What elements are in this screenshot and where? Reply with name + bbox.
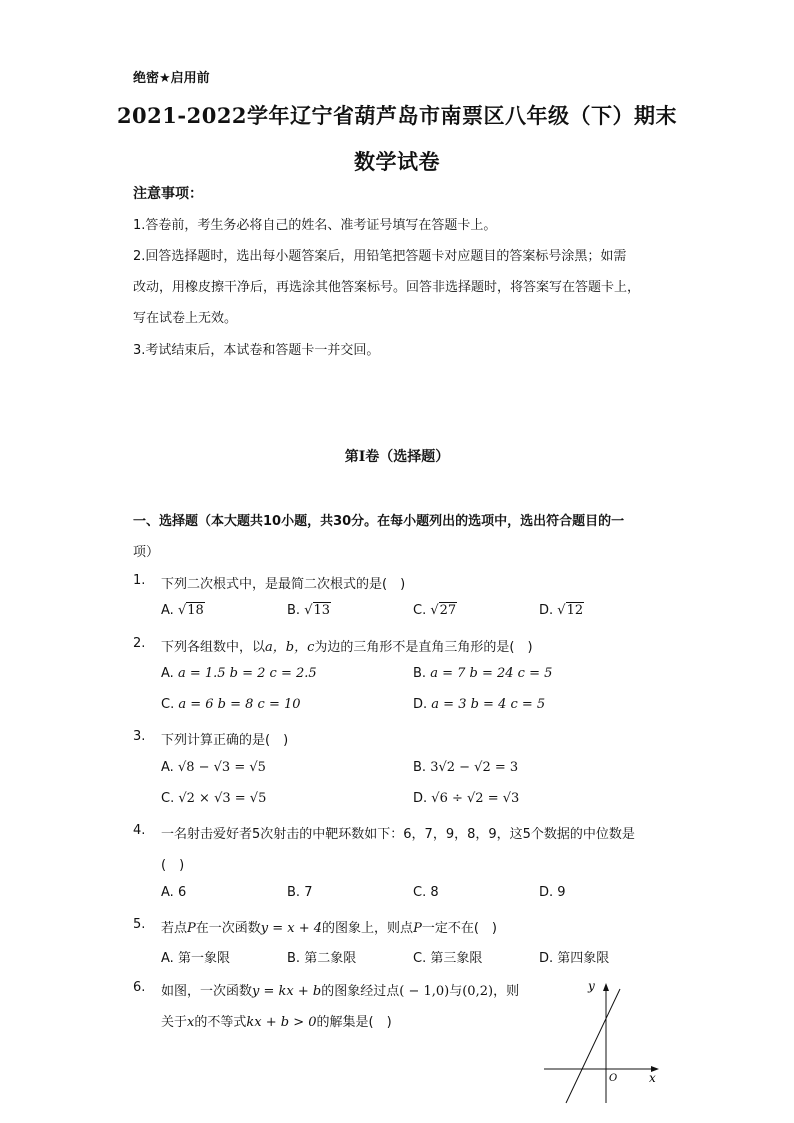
question-3-option-a: A. √8 − √3 = √5 xyxy=(161,760,266,775)
function-line xyxy=(566,989,620,1103)
question-4-option-d: D. 9 xyxy=(539,885,566,900)
y-axis-label: y xyxy=(588,979,595,993)
question-6-graph xyxy=(540,975,665,1105)
question-4-text-line2: ( ) xyxy=(161,858,185,873)
question-2-number: 2. xyxy=(133,636,146,651)
question-3-option-b: B. 3√2 − √2 = 3 xyxy=(413,760,519,775)
question-2-option-d: D. a = 3 b = 4 c = 5 xyxy=(413,697,546,712)
question-1-option-b: B. √13 xyxy=(287,603,331,618)
notice-heading: 注意事项： xyxy=(133,186,203,202)
question-2-option-a: A. a = 1.5 b = 2 c = 2.5 xyxy=(161,666,317,681)
part1-heading-line2: 项） xyxy=(133,545,160,560)
notice-item-2-line2: 改动，用橡皮擦干净后，再选涂其他答案标号。回答非选择题时，将答案写在答题卡上， xyxy=(133,280,641,295)
secret-label: 绝密★启用前 xyxy=(133,71,210,86)
question-5-text: 若点P在一次函数y = x + 4的图象上，则点P一定不在( ) xyxy=(161,921,497,936)
sqrt-expression: √27 xyxy=(430,603,457,618)
question-4-option-b: B. 7 xyxy=(287,885,313,900)
question-5-option-a: A. 第一象限 xyxy=(161,951,230,966)
question-1-text: 下列二次根式中，是最简二次根式的是( ) xyxy=(161,577,406,592)
question-4-number: 4. xyxy=(133,823,146,838)
question-1-option-c: C. √27 xyxy=(413,603,457,618)
question-5-number: 5. xyxy=(133,917,146,932)
question-6-number: 6. xyxy=(133,980,146,995)
sqrt-expression: √18 xyxy=(177,603,204,618)
question-2-text: 下列各组数中，以a，b，c为边的三角形不是直角三角形的是( ) xyxy=(161,640,533,655)
question-6-text-line2: 关于x的不等式kx + b > 0的解集是( ) xyxy=(161,1015,392,1030)
sqrt-expression: √12 xyxy=(557,603,584,618)
exam-title-line1: 2021-2022学年辽宁省葫芦岛市南票区八年级（下）期末 xyxy=(116,103,678,128)
notice-item-2-line3: 写在试卷上无效。 xyxy=(133,311,238,326)
exam-title-line2: 数学试卷 xyxy=(354,149,440,174)
question-3-option-c: C. √2 × √3 = √5 xyxy=(161,791,267,806)
question-5-option-d: D. 第四象限 xyxy=(539,951,610,966)
question-1-number: 1. xyxy=(133,573,146,588)
question-5-option-b: B. 第二象限 xyxy=(287,951,357,966)
question-4-text-line1: 一名射击爱好者5次射击的中靶环数如下：6，7，9，8，9，这5个数据的中位数是 xyxy=(161,827,635,842)
question-3-text: 下列计算正确的是( ) xyxy=(161,733,289,748)
section-title: 第I卷（选择题） xyxy=(344,449,450,465)
notice-item-1: 1.答卷前，考生务必将自己的姓名、准考证号填写在答题卡上。 xyxy=(133,218,497,233)
origin-label: O xyxy=(609,1073,618,1084)
question-1-option-d: D. √12 xyxy=(539,603,584,618)
question-2-option-b: B. a = 7 b = 24 c = 5 xyxy=(413,666,553,681)
y-axis-arrow-icon xyxy=(603,983,609,991)
question-2-option-c: C. a = 6 b = 8 c = 10 xyxy=(161,697,301,712)
question-5-option-c: C. 第三象限 xyxy=(413,951,483,966)
question-4-option-c: C. 8 xyxy=(413,885,439,900)
notice-item-2-line1: 2.回答选择题时，选出每小题答案后，用铅笔把答题卡对应题目的答案标号涂黑；如需 xyxy=(133,249,627,264)
question-4-option-a: A. 6 xyxy=(161,885,187,900)
question-3-number: 3. xyxy=(133,729,146,744)
notice-item-3: 3.考试结束后，本试卷和答题卡一并交回。 xyxy=(133,343,380,358)
question-1-option-a: A. √18 xyxy=(161,603,204,618)
question-3-option-d: D. √6 ÷ √2 = √3 xyxy=(413,791,520,806)
sqrt-expression: √13 xyxy=(304,603,331,618)
x-axis-label: x xyxy=(649,1071,656,1085)
question-6-text-line1: 如图，一次函数y = kx + b的图象经过点( − 1,0)与(0,2)，则 xyxy=(161,984,520,999)
part1-heading-line1: 一、选择题（本大题共10小题，共30分。在每小题列出的选项中，选出符合题目的一 xyxy=(133,514,625,529)
